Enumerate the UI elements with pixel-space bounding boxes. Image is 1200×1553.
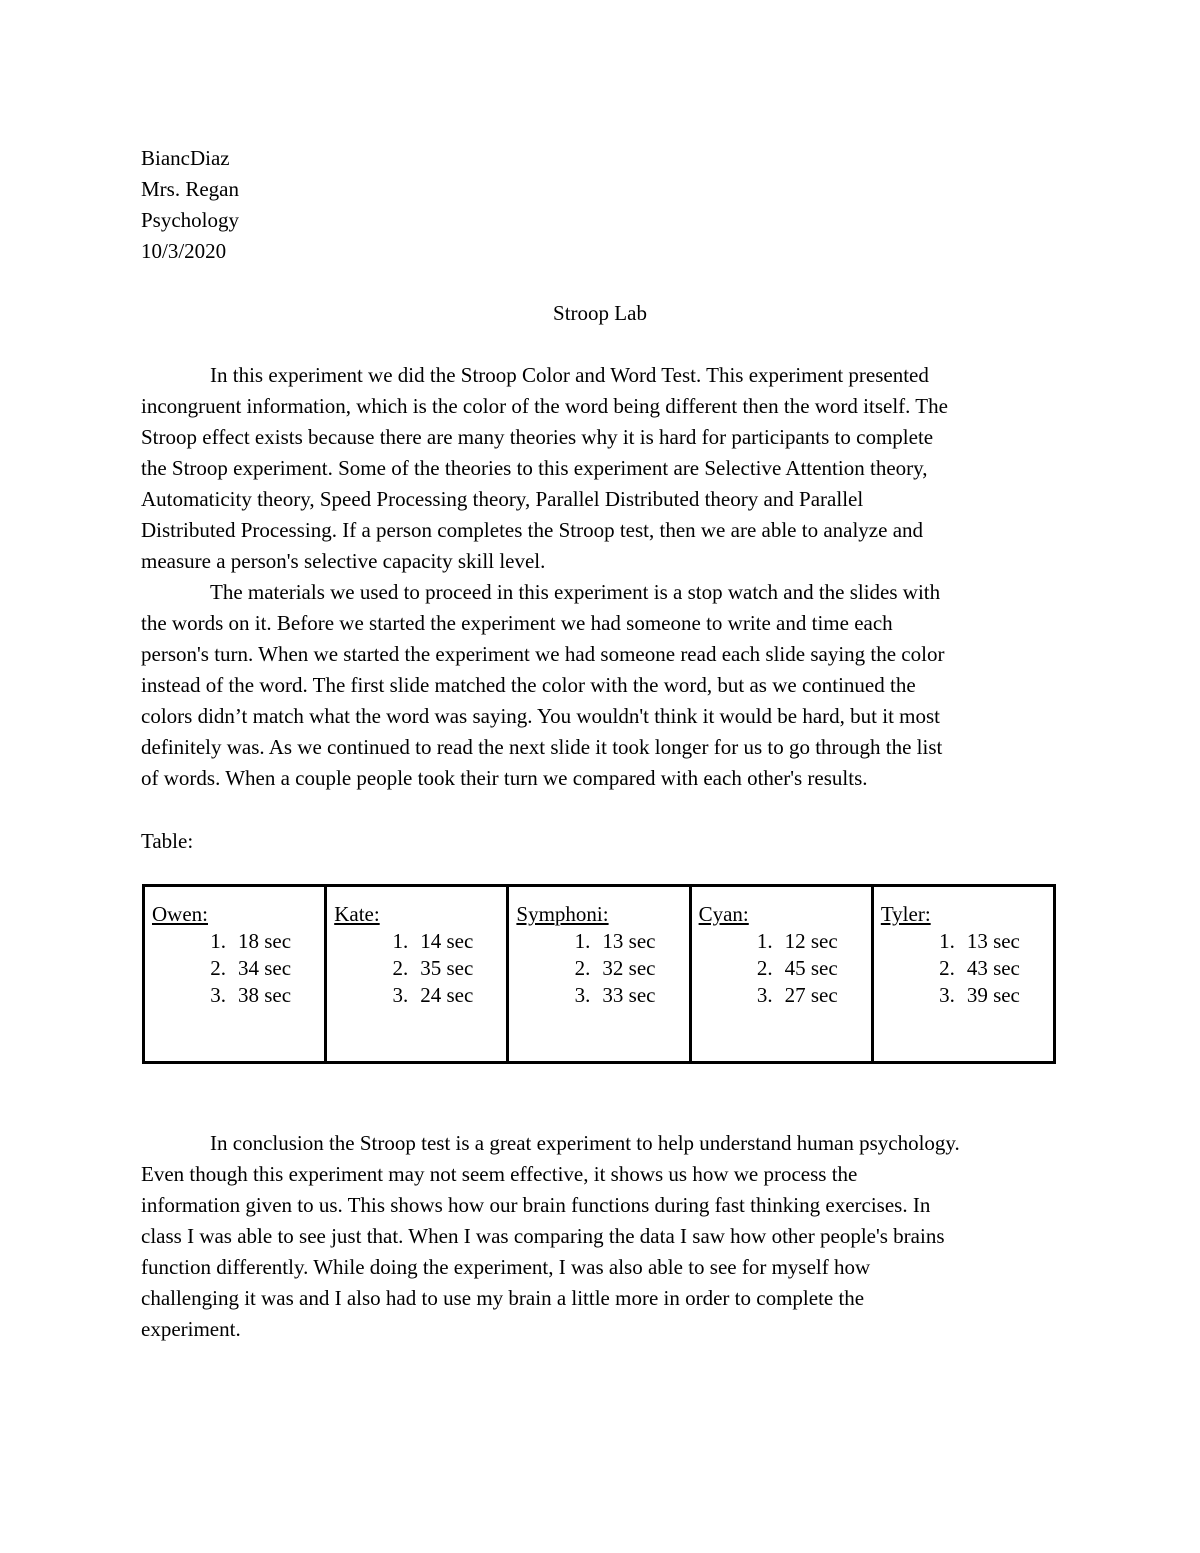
paragraph-line: the words on it. Before we started the experiment we had someone to write and time each: [141, 611, 893, 635]
paragraph-line: challenging it was and I also had to use my brain a little more in order to complete the: [141, 1286, 865, 1310]
trial-number: 2.: [756, 956, 773, 980]
paragraph-line: The materials we used to proceed in this experiment is a stop watch and the slides with: [210, 580, 941, 604]
trial-row: [516, 982, 688, 1009]
trial-number: 1.: [756, 929, 773, 953]
paragraph-line: measure a person's selective capacity skill level.: [141, 549, 546, 573]
trial-number: 3.: [756, 983, 773, 1007]
trial-number: 3.: [392, 983, 409, 1007]
subject: Psychology: [141, 208, 240, 232]
paragraph-line: Stroop effect exists because there are many theories why it is hard for participants to complete: [141, 425, 934, 449]
participant-name: Owen:: [152, 902, 208, 926]
trial-number: 2.: [574, 956, 591, 980]
participant-name: Symphoni:: [516, 902, 609, 926]
participant-name: Cyan:: [698, 902, 749, 926]
paragraph-line: the Stroop experiment. Some of the theories to this experiment are Selective Attention theory,: [141, 456, 928, 480]
trial-row: [699, 982, 871, 1009]
trial-time: 13 sec: [966, 929, 1020, 953]
paragraph-line: person's turn. When we started the experiment we had someone read each slide saying the color: [141, 642, 945, 666]
trial-row: [699, 928, 871, 955]
trial-time: 35 sec: [420, 956, 474, 980]
trial-time: 38 sec: [238, 983, 292, 1007]
trial-time: 18 sec: [238, 929, 292, 953]
participant-name: Kate:: [334, 902, 380, 926]
date: 10/3/2020: [141, 239, 227, 263]
trial-row: [152, 955, 324, 982]
trial-row: [699, 955, 871, 982]
trial-time: 32 sec: [602, 956, 656, 980]
trial-time: 39 sec: [966, 983, 1020, 1007]
trial-number: 3.: [210, 983, 226, 1007]
trial-row: [334, 982, 506, 1009]
trial-time: 12 sec: [784, 929, 838, 953]
document-title: Stroop Lab: [553, 301, 647, 325]
paragraph-line: experiment.: [141, 1317, 241, 1341]
results-column-kate: [327, 887, 509, 1061]
trial-number: 2.: [939, 956, 955, 980]
paragraph-line: Automaticity theory, Speed Processing theory, Parallel Distributed theory and Parallel: [141, 487, 864, 511]
trial-row: [334, 928, 506, 955]
paragraph-line: incongruent information, which is the color of the word being different then the word itself. The: [141, 394, 948, 418]
trial-row: [152, 928, 324, 955]
results-column-owen: [145, 887, 327, 1061]
trial-row: [516, 955, 688, 982]
paragraph-line: Distributed Processing. If a person completes the Stroop test, then we are able to analyze and: [141, 518, 924, 542]
trial-number: 1.: [939, 929, 955, 953]
results-column-tyler: [874, 887, 1053, 1061]
conclusion-paragraph: [141, 1128, 1061, 1345]
paragraph-line: instead of the word. The first slide matched the color with the word, but as we continued the: [141, 673, 916, 697]
trial-time: 33 sec: [602, 983, 656, 1007]
paragraph-line: colors didn’t match what the word was saying. You wouldn't think it would be hard, but it most: [141, 704, 941, 728]
student-name: BiancDiaz: [141, 146, 230, 170]
intro-paragraphs: [141, 360, 1061, 794]
trial-time: 24 sec: [420, 983, 474, 1007]
trial-row: [881, 982, 1053, 1009]
paragraph-line: information given to us. This shows how our brain functions during fast thinking exercises. In: [141, 1193, 931, 1217]
trial-number: 1.: [210, 929, 226, 953]
trial-time: 13 sec: [602, 929, 656, 953]
trial-row: [334, 955, 506, 982]
table-label: Table:: [141, 829, 194, 853]
trial-number: 2.: [210, 956, 226, 980]
participant-name: Tyler:: [880, 902, 931, 926]
paragraph-line: function differently. While doing the experiment, I was also able to see for myself how: [141, 1255, 871, 1279]
trial-row: [152, 982, 324, 1009]
trial-row: [881, 928, 1053, 955]
trial-number: 2.: [392, 956, 409, 980]
trial-number: 3.: [574, 983, 591, 1007]
trial-row: [881, 955, 1053, 982]
paragraph-line: definitely was. As we continued to read the next slide it took longer for us to go through the list: [141, 735, 943, 759]
trial-number: 3.: [939, 983, 955, 1007]
paragraph-line: of words. When a couple people took their turn we compared with each other's results.: [141, 766, 868, 790]
paragraph-line: In this experiment we did the Stroop Color and Word Test. This experiment presented: [210, 363, 929, 387]
header-block: [141, 143, 239, 267]
trial-time: 27 sec: [784, 983, 838, 1007]
results-column-cyan: [692, 887, 874, 1061]
trial-time: 14 sec: [420, 929, 474, 953]
trial-time: 45 sec: [784, 956, 838, 980]
teacher-name: Mrs. Regan: [141, 177, 239, 201]
results-table: [142, 884, 1056, 1064]
paragraph-line: class I was able to see just that. When I was comparing the data I saw how other people's brains: [141, 1224, 945, 1248]
trial-number: 1.: [392, 929, 409, 953]
results-column-symphoni: [509, 887, 691, 1061]
trial-time: 34 sec: [238, 956, 292, 980]
trial-time: 43 sec: [966, 956, 1020, 980]
trial-number: 1.: [574, 929, 591, 953]
paragraph-line: Even though this experiment may not seem effective, it shows us how we process the: [141, 1162, 858, 1186]
trial-row: [516, 928, 688, 955]
paragraph-line: In conclusion the Stroop test is a great experiment to help understand human psychology.: [210, 1131, 960, 1155]
